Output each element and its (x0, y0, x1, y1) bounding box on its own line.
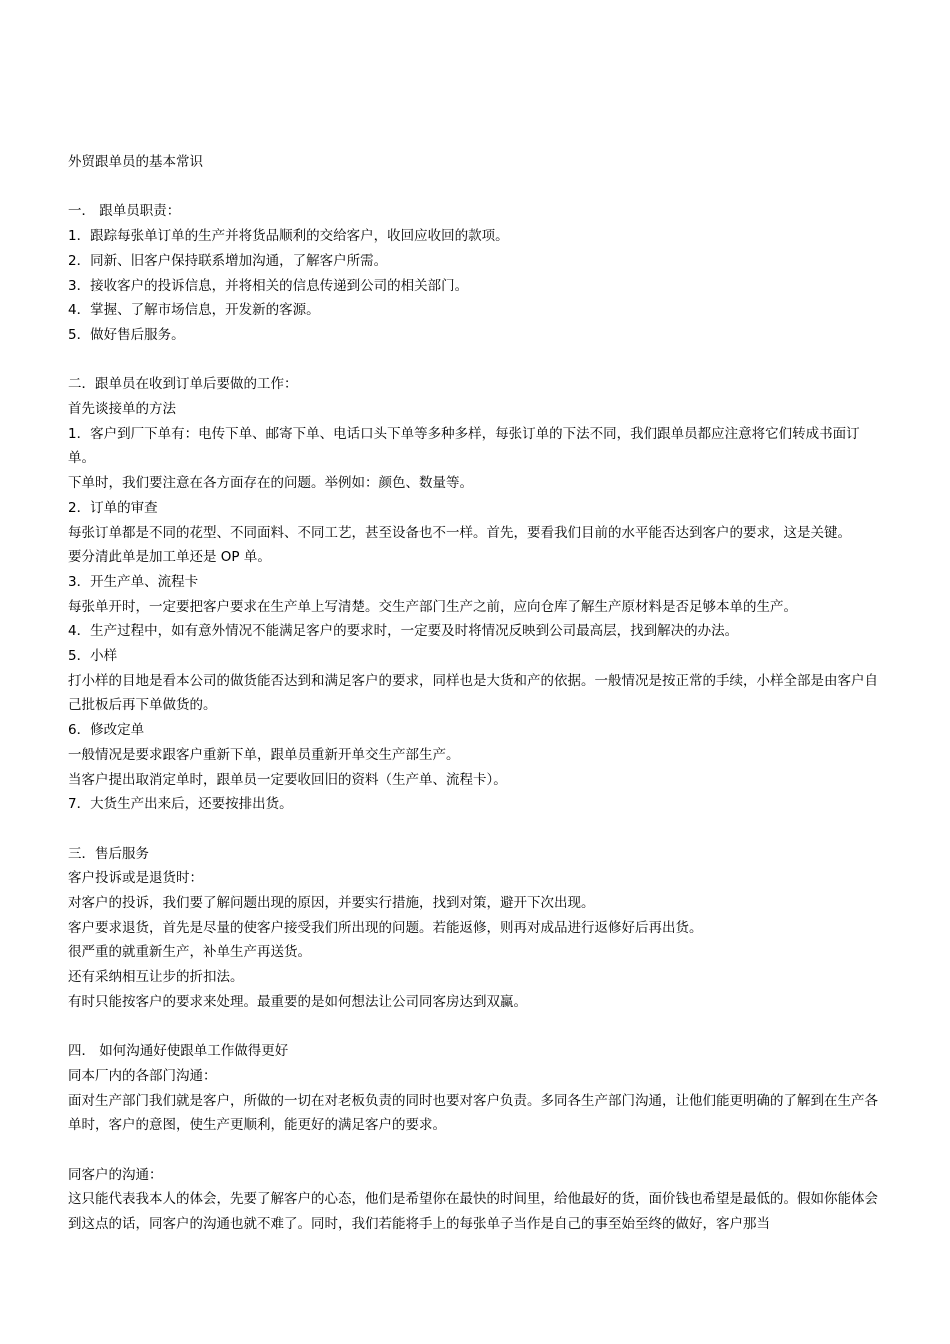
paragraph-line: 同客户的沟通： (68, 1166, 163, 1183)
paragraph-line: 要分清此单是加工单还是 OP 单。 (68, 549, 271, 566)
paragraph-line: 一． 跟单员职责： (68, 203, 181, 220)
paragraph-line: 二．跟单员在收到订单后要做的工作： (68, 376, 298, 393)
paragraph-line: 5．做好售后服务。 (68, 326, 185, 343)
paragraph-line: 5．小样 (68, 648, 118, 665)
paragraph-line: 四． 如何沟通好使跟单工作做得更好 (68, 1043, 289, 1060)
paragraph-line: 面对生产部门我们就是客户，所做的一切在对老板负责的同时也要对客户负责。多同各生产部门沟通，让他们能更明确的了解到在生产各单时，客户的意图，使生产更顺利，能更好的满足客户的要求。 (68, 1092, 878, 1134)
blank-line (68, 817, 883, 842)
paragraph-line: 3．开生产单、流程卡 (68, 573, 199, 590)
paragraph-line: 同本厂内的各部门沟通： (68, 1067, 217, 1084)
paragraph-line: 一般情况是要求跟客户重新下单，跟单员重新开单交生产部生产。 (68, 746, 460, 763)
paragraph-line: 每张单开时，一定要把客户要求在生产单上写清楚。交生产部门生产之前，应向仓库了解生产原材料是否足够本单的生产。 (68, 598, 797, 615)
paragraph-line: 客户投诉或是退货时： (68, 870, 203, 887)
paragraph-line: 6．修改定单 (68, 722, 145, 739)
paragraph-line: 三．售后服务 (68, 845, 149, 862)
paragraph-line: 打小样的目地是看本公司的做货能否达到和满足客户的要求，同样也是大货和产的依据。一般情况是按正常的手续，小样全部是由客户自己批板后再下单做货的。 (68, 672, 878, 714)
paragraph-line: 1．跟踪每张单订单的生产并将货品顺利的交给客户，收回应收回的款项。 (68, 228, 509, 245)
paragraph-line: 4．掌握、了解市场信息，开发新的客源。 (68, 302, 320, 319)
document-title: 外贸跟单员的基本常识 (68, 154, 203, 170)
paragraph-line: 还有采纳相互让步的折扣法。 (68, 969, 244, 986)
paragraph-line: 2．同新、旧客户保持联系增加沟通，了解客户所需。 (68, 252, 388, 269)
paragraph-line: 有时只能按客户的要求来处理。最重要的是如何想法让公司同客房达到双赢。 (68, 993, 527, 1010)
paragraph-line: 7．大货生产出来后，还要按排出货。 (68, 796, 293, 813)
paragraph-line: 这只能代表我本人的体会，先要了解客户的心态，他们是希望你在最快的时间里，给他最好的货，面价钱也希望是最低的。假如你能体会到这点的话，同客户的沟通也就不难了。同时，我们若能将手上的每张单子当作是自己的事至始至终的做好，客户那当 (68, 1191, 878, 1233)
paragraph-line: 很严重的就重新生产，补单生产再送货。 (68, 944, 311, 961)
paragraph-line: 每张订单都是不同的花型、不同面料、不同工艺，甚至设备也不一样。首先，要看我们目前的水平能否达到客户的要求，这是关键。 (68, 524, 851, 541)
paragraph-line: 1．客户到厂下单有：电传下单、邮寄下单、电话口头下单等多种多样，每张订单的下法不同，我们跟单员都应注意将它们转成书面订单。 (68, 425, 860, 467)
paragraph-line: 2．订单的审查 (68, 499, 158, 516)
blank-line (68, 348, 883, 373)
paragraph-line: 对客户的投诉，我们要了解问题出现的原因，并要实行措施，找到对策，避开下次出现。 (68, 895, 595, 912)
paragraph-line: 客户要求退货，首先是尽量的使客户接受我们所出现的问题。若能返修，则再对成品进行返修好后再出货。 (68, 919, 703, 936)
paragraph-line: 首先谈接单的方法 (68, 401, 176, 417)
paragraph-line: 3．接收客户的投诉信息，并将相关的信息传递到公司的相关部门。 (68, 277, 469, 294)
paragraph-line: 下单时，我们要注意在各方面存在的问题。举例如：颜色、数量等。 (68, 475, 473, 492)
paragraph-line: 4．生产过程中，如有意外情况不能满足客户的要求时，一定要及时将情况反映到公司最高层，找到解决的办法。 (68, 623, 739, 640)
blank-line (68, 175, 883, 200)
document-body (68, 175, 883, 1237)
blank-line (68, 1015, 883, 1040)
blank-line (68, 1138, 883, 1163)
paragraph-line: 当客户提出取消定单时，跟单员一定要收回旧的资料（生产单、流程卡）。 (68, 771, 507, 788)
document-page (68, 0, 883, 1237)
